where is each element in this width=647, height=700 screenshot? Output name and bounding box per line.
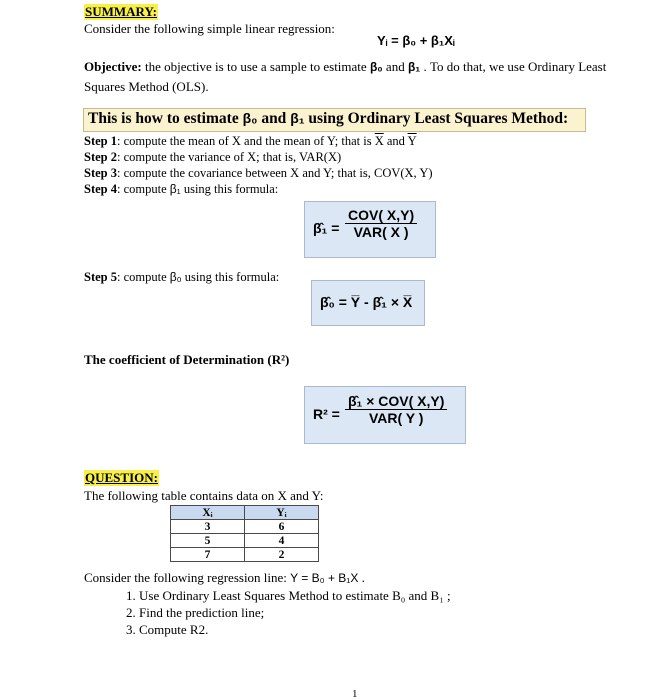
step-1-mid: and: [383, 134, 408, 148]
r2-formula-fraction: [345, 393, 447, 426]
step-1: [84, 134, 417, 149]
step-3: [84, 166, 433, 181]
table-row: [171, 548, 319, 562]
task-list: [126, 587, 451, 638]
step-4-text: : compute: [117, 182, 170, 196]
step-1-x-bar: $\overline{X}$: [374, 134, 384, 148]
r2-formula-denominator: VAR( Y ): [368, 410, 424, 426]
objective-beta1: β₁: [407, 60, 421, 74]
objective-label: Objective:: [84, 59, 142, 74]
ols-heading-part1: This is how to estimate: [88, 110, 243, 127]
step-5-tail: using this formula:: [181, 270, 280, 284]
step-5: [84, 270, 279, 285]
step-1-text: : compute the mean of X and the mean of Y; that is: [117, 134, 375, 148]
objective-text-1: the objective is to use a sample to estimate: [141, 59, 370, 74]
step-4: [84, 182, 278, 197]
step-1-y-bar: $\overline{Y}$: [407, 134, 417, 148]
list-item: 1. Use Ordinary Least Squares Method to estimate B₀ and B₁ ;: [126, 588, 451, 603]
coefficient-title: The coefficient of Determination (R²): [84, 352, 290, 367]
question-intro: The following table contains data on X and Y:: [84, 488, 324, 503]
ols-heading: [88, 110, 568, 128]
ols-heading-beta1: β₁: [290, 110, 305, 126]
table-cell: 6: [245, 520, 319, 534]
step-5-text: : compute: [117, 270, 170, 284]
beta1-formula-box: [304, 201, 436, 258]
r2-formula-lhs: R² =: [313, 406, 340, 422]
data-table: [170, 505, 319, 562]
step-2-label: Step 2: [84, 150, 117, 164]
beta1-formula-fraction: [345, 207, 417, 240]
table-cell: 7: [171, 548, 245, 562]
summary-intro: Consider the following simple linear regression:: [84, 21, 335, 36]
step-4-tail: using this formula:: [180, 182, 279, 196]
table-header-x: Xᵢ: [171, 506, 245, 520]
beta0-formula-box: [311, 280, 425, 326]
step-1-label: Step 1: [84, 134, 117, 148]
consider-text: Consider the following regression line:: [84, 570, 291, 585]
table-cell: 5: [171, 534, 245, 548]
step-5-beta0: β₀: [169, 270, 182, 284]
step-3-label: Step 3: [84, 166, 117, 180]
beta1-formula-lhs: β̂₁ =: [313, 220, 340, 236]
table-cell: 2: [245, 548, 319, 562]
ols-heading-and: and: [257, 110, 291, 127]
step-2-text: : compute the variance of X; that is, VAR(X): [117, 150, 342, 164]
objective-text-2: . To do that, we use Ordinary Least Squares Method (OLS).: [84, 59, 607, 94]
r2-formula-box: [304, 386, 466, 444]
beta1-formula-numerator: COV( X,Y): [345, 207, 417, 224]
objective-beta0: β₀: [369, 60, 383, 74]
r2-formula-numerator: β̂₁ × COV( X,Y): [345, 393, 447, 410]
regression-line-sentence: [84, 570, 365, 586]
list-item: 3. Compute R2.: [126, 622, 209, 637]
beta1-formula-denominator: VAR( X ): [353, 224, 409, 240]
objective-paragraph: [84, 57, 624, 96]
objective-and: and: [382, 59, 408, 74]
regression-model: Yᵢ = β₀ + β₁Xᵢ: [377, 33, 455, 48]
step-5-label: Step 5: [84, 270, 117, 284]
list-item: 2. Find the prediction line;: [126, 605, 265, 620]
ols-heading-beta0: β₀: [242, 110, 258, 126]
table-cell: 4: [245, 534, 319, 548]
table-cell: 3: [171, 520, 245, 534]
step-2: [84, 150, 341, 165]
summary-heading: SUMMARY:: [85, 4, 158, 19]
consider-end: .: [358, 570, 365, 585]
regression-line: Y = B₀ + B₁X: [290, 571, 359, 585]
table-row: [171, 520, 319, 534]
question-heading: QUESTION:: [85, 470, 158, 485]
step-4-label: Step 4: [84, 182, 117, 196]
table-row: [171, 534, 319, 548]
ols-heading-part2: using Ordinary Least Squares Method:: [304, 110, 569, 127]
page-number: 1: [352, 688, 358, 700]
table-header-y: Yᵢ: [245, 506, 319, 520]
step-3-text: : compute the covariance between X and Y; that is, COV(X, Y): [117, 166, 433, 180]
step-4-beta1: β₁: [169, 182, 181, 196]
beta0-formula: β̂₀ = Y̅ - β̂₁ × X̅: [320, 294, 413, 310]
table-header-row: [171, 506, 319, 520]
